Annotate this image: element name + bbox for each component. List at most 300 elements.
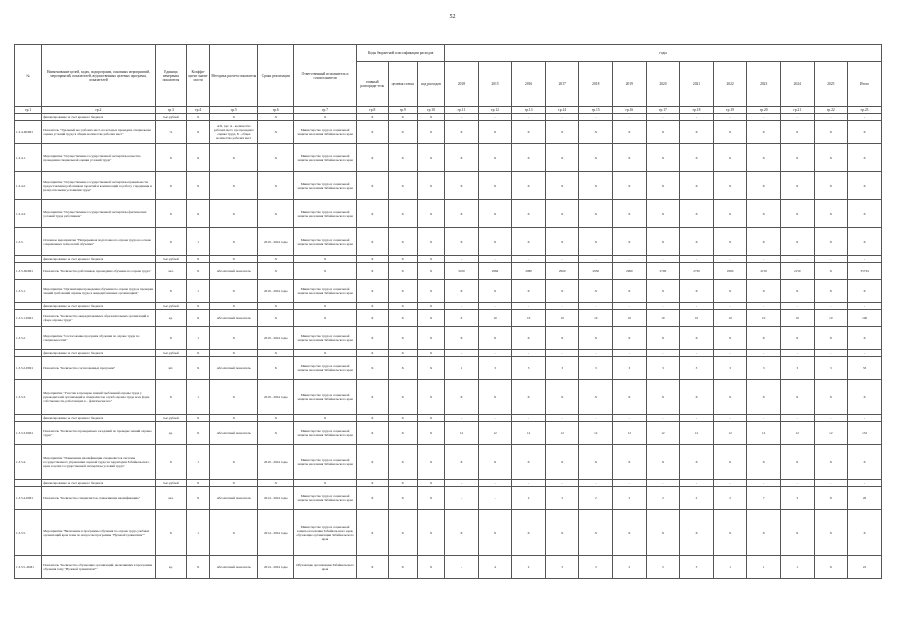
- table-cell: 3100: [445, 263, 479, 280]
- table-cell: X: [294, 415, 357, 422]
- table-cell: Министерство труда и социальной защиты населения Забайкальского края: [294, 327, 357, 350]
- table-cell: X: [258, 303, 294, 310]
- table-cell: шт.: [155, 357, 186, 380]
- table-cell: 1.3.5.: [15, 228, 42, 256]
- table-cell: 3: [545, 357, 579, 380]
- header-name: Наименование целей, задач, подпрограмм, основных мероприятий, мероприятий, показателей, ведомственных целевых программ, показателей: [42, 45, 155, 107]
- table-cell: 2150: [747, 263, 781, 280]
- table-cell: 10: [780, 310, 814, 327]
- table-cell: X: [417, 422, 444, 445]
- table-cell: X: [155, 172, 186, 200]
- table-cell: 2700: [646, 263, 680, 280]
- header-bcc-main: главный распоряди-тель: [357, 62, 388, 107]
- table-cell: -: [512, 303, 546, 310]
- table-cell: 106: [848, 310, 882, 327]
- table-cell: 1.3.4.3.: [15, 200, 42, 228]
- table-cell: финансирование за счет краевого бюджета: [42, 303, 155, 310]
- table-cell: 3: [680, 556, 714, 579]
- table-cell: Абсолютный показатель: [210, 556, 258, 579]
- table-cell: X: [187, 114, 210, 121]
- financing-row: [15, 480, 882, 487]
- table-cell: X: [187, 350, 210, 357]
- table-cell: [15, 303, 42, 310]
- table-cell: X: [357, 487, 388, 510]
- table-cell: -: [579, 350, 613, 357]
- table-cell: X: [187, 172, 210, 200]
- table-cell: Министерство труда и социальной защиты населения Забайкальского края: [294, 172, 357, 200]
- table-cell: -: [478, 480, 512, 487]
- table-cell: -: [478, 114, 512, 121]
- table-cell: -: [780, 114, 814, 121]
- table-cell: X: [357, 303, 388, 310]
- table-cell: X: [445, 228, 479, 256]
- table-cell: X: [388, 121, 417, 144]
- table-cell: -: [747, 480, 781, 487]
- table-cell: 10: [579, 310, 613, 327]
- table-row: [15, 263, 882, 280]
- table-cell: ед.: [155, 422, 186, 445]
- table-cell: X: [512, 200, 546, 228]
- table-cell: 3: [579, 357, 613, 380]
- table-cell: -: [545, 480, 579, 487]
- table-cell: -: [814, 415, 848, 422]
- table-cell: 1.3.5.3-ПМ1: [15, 422, 42, 445]
- table-cell: -: [445, 114, 479, 121]
- table-cell: -: [848, 415, 882, 422]
- table-cell: 1.3.4.2.: [15, 172, 42, 200]
- table-cell: X: [210, 327, 258, 350]
- table-cell: X: [417, 200, 444, 228]
- table-cell: Министерство труда и социальной защиты населения Забайкальского края: [294, 144, 357, 172]
- table-cell: X: [814, 487, 848, 510]
- financing-row: [15, 114, 882, 121]
- table-cell: -: [579, 415, 613, 422]
- table-cell: X: [613, 228, 647, 256]
- table-cell: X: [680, 380, 714, 415]
- header-year: 2016: [512, 62, 546, 107]
- table-cell: X: [388, 144, 417, 172]
- table-cell: X: [357, 256, 388, 263]
- table-cell: X: [187, 357, 210, 380]
- table-cell: X: [388, 556, 417, 579]
- program-table: [14, 44, 882, 579]
- table-cell: тыс.рублей: [155, 114, 186, 121]
- table-cell: X: [680, 280, 714, 303]
- column-number: гр.11: [445, 107, 479, 114]
- column-number: гр.12: [478, 107, 512, 114]
- table-cell: -: [445, 480, 479, 487]
- table-cell: финансирование за счет краевого бюджета: [42, 415, 155, 422]
- table-cell: X: [417, 228, 444, 256]
- table-cell: X: [848, 144, 882, 172]
- table-cell: X: [512, 228, 546, 256]
- table-cell: 3: [613, 357, 647, 380]
- table-cell: X: [210, 114, 258, 121]
- table-cell: 35734: [848, 263, 882, 280]
- table-cell: X: [210, 350, 258, 357]
- table-cell: X: [187, 263, 210, 280]
- table-cell: 1: [747, 556, 781, 579]
- table-cell: %: [155, 121, 186, 144]
- table-cell: 10: [613, 310, 647, 327]
- table-cell: -: [646, 256, 680, 263]
- table-cell: X: [713, 380, 747, 415]
- table-cell: X: [417, 480, 444, 487]
- table-cell: X: [478, 280, 512, 303]
- table-cell: X: [294, 256, 357, 263]
- table-cell: X: [357, 310, 388, 327]
- table-cell: Министерство труда и социальной защиты населения Забайкальского края: [294, 200, 357, 228]
- table-cell: 10: [713, 310, 747, 327]
- table-cell: -: [613, 480, 647, 487]
- table-cell: X: [258, 480, 294, 487]
- table-cell: X: [512, 327, 546, 350]
- table-cell: X: [613, 327, 647, 350]
- table-cell: X: [294, 480, 357, 487]
- column-number: гр.16: [613, 107, 647, 114]
- table-cell: 1.3.5.1-ПМ1: [15, 310, 42, 327]
- table-cell: X: [258, 121, 294, 144]
- column-number: гр.22: [814, 107, 848, 114]
- table-cell: 2: [512, 556, 546, 579]
- table-row: [15, 380, 882, 415]
- table-cell: X: [187, 556, 210, 579]
- table-cell: X: [294, 350, 357, 357]
- table-cell: X: [388, 480, 417, 487]
- table-cell: 2: [646, 487, 680, 510]
- table-cell: X: [814, 228, 848, 256]
- table-cell: 1.3.5.1.: [15, 280, 42, 303]
- table-cell: X: [187, 487, 210, 510]
- header-method: Методика расчета показателя: [210, 45, 258, 107]
- table-cell: Мероприятие "Повышение квалификации специалистов системы государственного управления охраной труда на территории Забайкальского края, в целях государственной экспертизы условий труда": [42, 445, 155, 480]
- table-cell: X: [445, 280, 479, 303]
- table-cell: X: [294, 303, 357, 310]
- table-cell: финансирование за счет краевого бюджета: [42, 350, 155, 357]
- table-cell: X: [388, 510, 417, 556]
- table-cell: X: [294, 263, 357, 280]
- table-cell: Показатель "Количество работников, прошедших обучение по охране труда": [42, 263, 155, 280]
- table-row: [15, 310, 882, 327]
- table-cell: X: [357, 415, 388, 422]
- table-cell: X: [388, 357, 417, 380]
- table-cell: X: [545, 280, 579, 303]
- table-cell: X: [780, 200, 814, 228]
- table-cell: X: [747, 510, 781, 556]
- table-cell: X: [545, 380, 579, 415]
- column-number: гр.21: [780, 107, 814, 114]
- table-cell: X: [646, 144, 680, 172]
- table-cell: 7: [747, 487, 781, 510]
- table-cell: X: [388, 380, 417, 415]
- table-cell: X: [713, 327, 747, 350]
- table-cell: А/Б, где: А - количество рабочих мест, где проведена оценка труда, Б - общее количество рабочих мест: [210, 121, 258, 144]
- table-cell: -: [680, 256, 714, 263]
- table-cell: X: [357, 556, 388, 579]
- header-year: 2018: [579, 62, 613, 107]
- table-cell: X: [512, 280, 546, 303]
- table-cell: X: [445, 510, 479, 556]
- column-number: гр.1: [15, 107, 42, 114]
- table-cell: X: [417, 556, 444, 579]
- table-cell: X: [478, 172, 512, 200]
- table-cell: -: [680, 480, 714, 487]
- header-responsible: Ответственный исполнитель и соисполнители: [294, 45, 357, 107]
- table-cell: -: [814, 114, 848, 121]
- table-cell: -: [545, 256, 579, 263]
- column-number: гр.6: [258, 107, 294, 114]
- table-cell: X: [579, 172, 613, 200]
- table-cell: X: [747, 121, 781, 144]
- table-cell: -: [848, 350, 882, 357]
- table-cell: 2: [680, 487, 714, 510]
- table-cell: 10: [478, 310, 512, 327]
- table-cell: X: [713, 280, 747, 303]
- header-year: 2022: [713, 62, 747, 107]
- table-cell: X: [210, 445, 258, 480]
- table-cell: тыс.рублей: [155, 256, 186, 263]
- header-year: 2019: [613, 62, 647, 107]
- table-cell: X: [187, 256, 210, 263]
- header-coef: Коэффи-циент значи-мости: [187, 45, 210, 107]
- table-cell: -: [545, 303, 579, 310]
- table-cell: -: [814, 480, 848, 487]
- table-cell: X: [680, 121, 714, 144]
- table-cell: тыс.рублей: [155, 480, 186, 487]
- table-cell: X: [155, 510, 186, 556]
- table-cell: X: [713, 144, 747, 172]
- table-cell: Абсолютный показатель: [210, 422, 258, 445]
- table-cell: -: [579, 256, 613, 263]
- table-cell: X: [680, 445, 714, 480]
- table-cell: Министерство труда и социальной защиты населения Забайкальского края: [294, 228, 357, 256]
- table-cell: 1.3.5.4.: [15, 445, 42, 480]
- table-cell: [15, 256, 42, 263]
- table-row: [15, 144, 882, 172]
- table-cell: X: [579, 144, 613, 172]
- table-cell: X: [814, 327, 848, 350]
- table-cell: -: [512, 480, 546, 487]
- table-cell: [15, 415, 42, 422]
- table-cell: тыс.рублей: [155, 350, 186, 357]
- table-cell: X: [545, 121, 579, 144]
- table-cell: X: [357, 510, 388, 556]
- table-cell: X: [357, 121, 388, 144]
- table-cell: 1.3.4.1.: [15, 144, 42, 172]
- table-cell: X: [417, 327, 444, 350]
- table-cell: X: [388, 422, 417, 445]
- table-cell: 12: [680, 422, 714, 445]
- table-cell: X: [646, 121, 680, 144]
- table-cell: финансирование за счет краевого бюджета: [42, 114, 155, 121]
- table-cell: X: [680, 327, 714, 350]
- table-cell: X: [680, 228, 714, 256]
- table-cell: 10: [680, 310, 714, 327]
- table-cell: X: [388, 445, 417, 480]
- table-cell: -: [713, 415, 747, 422]
- table-row: [15, 200, 882, 228]
- table-cell: -: [814, 350, 848, 357]
- table-cell: X: [646, 327, 680, 350]
- table-cell: -: [780, 256, 814, 263]
- table-cell: Мероприятие "Участие в проверке знаний требований охраны труда у руководителей организаций и специалистов служб охраны труда всех форм собственности, работающих в – фактически все": [42, 380, 155, 415]
- table-cell: 1: [187, 445, 210, 480]
- table-cell: X: [155, 380, 186, 415]
- table-row: [15, 280, 882, 303]
- table-cell: -: [579, 303, 613, 310]
- table-cell: -: [579, 480, 613, 487]
- table-row: [15, 357, 882, 380]
- table-cell: X: [417, 380, 444, 415]
- column-number: гр.23: [848, 107, 882, 114]
- table-cell: X: [258, 415, 294, 422]
- table-cell: 2960: [545, 263, 579, 280]
- table-cell: X: [210, 303, 258, 310]
- table-cell: 3: [646, 357, 680, 380]
- table-cell: X: [780, 121, 814, 144]
- table-cell: 10: [814, 310, 848, 327]
- table-cell: X: [210, 172, 258, 200]
- table-cell: X: [780, 280, 814, 303]
- table-row: [15, 228, 882, 256]
- table-cell: -: [445, 556, 479, 579]
- table-cell: X: [848, 280, 882, 303]
- table-cell: -: [780, 303, 814, 310]
- table-cell: X: [155, 280, 186, 303]
- table-cell: X: [780, 380, 814, 415]
- table-cell: -: [478, 303, 512, 310]
- table-cell: Мероприятие "Осуществление государственной экспертизы правильности предоставления работникам гарантий и компенсаций за работу с вредными и (или) опасными условиями труда": [42, 172, 155, 200]
- table-cell: X: [210, 415, 258, 422]
- column-number: гр.20: [747, 107, 781, 114]
- table-cell: -: [848, 256, 882, 263]
- table-cell: 6: [445, 310, 479, 327]
- table-cell: 2019 - 2024 годы: [258, 280, 294, 303]
- table-cell: X: [713, 510, 747, 556]
- table-cell: X: [780, 445, 814, 480]
- table-cell: X: [713, 445, 747, 480]
- table-cell: X: [357, 357, 388, 380]
- column-number: гр.2: [42, 107, 155, 114]
- column-number: гр.10: [417, 107, 444, 114]
- table-cell: X: [545, 144, 579, 172]
- table-cell: X: [388, 256, 417, 263]
- table-row: [15, 121, 882, 144]
- table-cell: X: [814, 121, 848, 144]
- table-cell: -: [478, 350, 512, 357]
- table-cell: 2019 - 2024 годы: [258, 445, 294, 480]
- table-row: [15, 445, 882, 480]
- table-cell: -: [545, 114, 579, 121]
- table-cell: X: [848, 327, 882, 350]
- table-cell: 2014 - 2024 годы: [258, 487, 294, 510]
- table-cell: 2: [613, 556, 647, 579]
- table-cell: чел.: [155, 487, 186, 510]
- page-number: 52: [449, 14, 456, 20]
- table-cell: 12: [780, 422, 814, 445]
- table-cell: -: [646, 303, 680, 310]
- table-cell: -: [747, 114, 781, 121]
- table-cell: X: [713, 228, 747, 256]
- table-cell: X: [417, 310, 444, 327]
- table-cell: X: [545, 228, 579, 256]
- table-cell: 2950: [579, 263, 613, 280]
- table-cell: 2: [545, 487, 579, 510]
- table-cell: -: [780, 415, 814, 422]
- table-cell: X: [613, 121, 647, 144]
- table-cell: X: [646, 228, 680, 256]
- header-year: 2015: [478, 62, 512, 107]
- table-cell: X: [713, 172, 747, 200]
- table-cell: 12: [478, 422, 512, 445]
- table-cell: -: [613, 415, 647, 422]
- table-cell: -: [613, 303, 647, 310]
- table-cell: X: [417, 510, 444, 556]
- table-cell: 1.3.5.4-ПМ1: [15, 487, 42, 510]
- column-number: гр.8: [357, 107, 388, 114]
- header-year: 2018: [445, 62, 479, 107]
- table-cell: -: [512, 350, 546, 357]
- table-cell: X: [747, 144, 781, 172]
- table-cell: X: [417, 487, 444, 510]
- table-cell: X: [445, 172, 479, 200]
- table-cell: X: [155, 144, 186, 172]
- table-cell: Министерство труда и социальной защиты населения Забайкальского края: [294, 445, 357, 480]
- table-cell: X: [294, 114, 357, 121]
- table-cell: X: [747, 200, 781, 228]
- table-cell: X: [445, 380, 479, 415]
- table-cell: -: [646, 114, 680, 121]
- table-cell: X: [210, 200, 258, 228]
- table-cell: 1.3.5.2.: [15, 327, 42, 350]
- table-cell: X: [613, 510, 647, 556]
- table-cell: X: [388, 280, 417, 303]
- table-cell: X: [646, 200, 680, 228]
- table-cell: X: [187, 144, 210, 172]
- table-cell: 1: [187, 280, 210, 303]
- table-cell: X: [417, 256, 444, 263]
- header-bcc: Коды бюджетной классификации расходов: [357, 45, 445, 62]
- table-cell: 1.3.5.5.-ПМ1: [15, 556, 42, 579]
- header-year: 2020: [646, 62, 680, 107]
- table-cell: X: [388, 114, 417, 121]
- table-cell: X: [579, 445, 613, 480]
- table-cell: 10: [512, 310, 546, 327]
- table-cell: X: [613, 172, 647, 200]
- table-cell: Обучающие организации Забайкальского края: [294, 556, 357, 579]
- table-cell: -: [512, 114, 546, 121]
- table-cell: 1860: [713, 263, 747, 280]
- table-cell: X: [417, 114, 444, 121]
- table-cell: X: [747, 445, 781, 480]
- table-cell: X: [512, 121, 546, 144]
- table-cell: X: [357, 445, 388, 480]
- table-cell: X: [814, 200, 848, 228]
- table-cell: 33: [848, 357, 882, 380]
- header-no: №: [15, 45, 42, 107]
- table-cell: X: [357, 350, 388, 357]
- table-cell: X: [417, 144, 444, 172]
- table-cell: X: [747, 280, 781, 303]
- column-number: гр.3: [155, 107, 186, 114]
- table-cell: X: [357, 228, 388, 256]
- table-cell: X: [848, 121, 882, 144]
- table-cell: X: [646, 380, 680, 415]
- table-cell: X: [388, 200, 417, 228]
- column-number: гр.4: [187, 107, 210, 114]
- table-cell: X: [646, 445, 680, 480]
- table-cell: X: [814, 380, 848, 415]
